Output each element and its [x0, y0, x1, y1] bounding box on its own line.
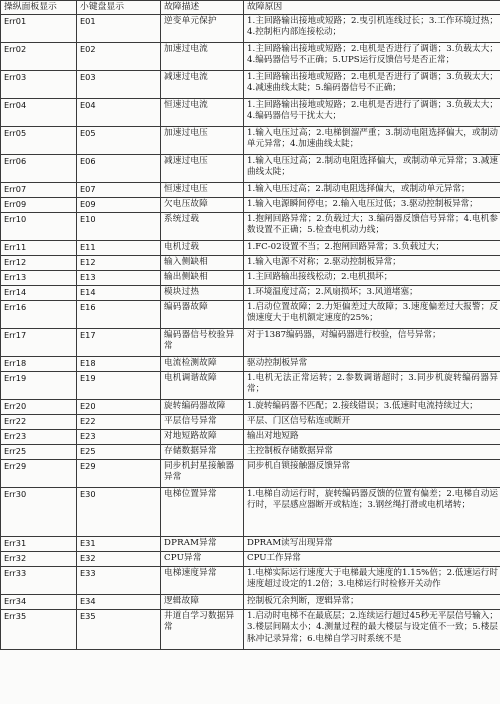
table-row [1, 372, 500, 400]
keypad-code-cell: E10 [77, 213, 161, 241]
table-row [1, 415, 500, 430]
fault-cause-cell: 1.旋转编码器不匹配；2.接线错误；3.低速时电流持续过大； [244, 400, 500, 415]
fault-cause-cell: 1.启动时电梯不在最底层；2.连续运行超过45秒无平层信号输入；3.楼层间隔太小；4.测量过程的最大楼层与设定值不一致；5.楼层脉冲记录异常；6.电梯自学习时系统不是 [244, 610, 500, 650]
panel-code-cell: Err17 [1, 329, 77, 357]
fault-cause-cell: 1.输入电压过高；2.制动电阻选择偏大，或制动单元异常； [244, 183, 500, 198]
fault-description-cell: 恒速过电压 [161, 183, 244, 198]
table-row [1, 488, 500, 537]
keypad-code-cell: E04 [77, 99, 161, 127]
table-row [1, 99, 500, 127]
keypad-code-cell: E09 [77, 198, 161, 213]
keypad-code-cell: E22 [77, 415, 161, 430]
fault-cause-cell: 1.环境温度过高；2.风扇损坏；3.风道堵塞； [244, 286, 500, 301]
keypad-code-cell: E16 [77, 301, 161, 329]
fault-cause-cell: 1.电梯实际运行速度大于电梯最大速度的1.15%倍；2.低速运行时速度超过设定的1.2倍；3.电梯运行时检修开关动作 [244, 567, 500, 595]
panel-code-cell: Err20 [1, 400, 77, 415]
table-row [1, 430, 500, 445]
fault-cause-cell: 平层、门区信号粘连或断开 [244, 415, 500, 430]
panel-code-cell: Err01 [1, 15, 77, 43]
fault-description-cell: 电流检测故障 [161, 357, 244, 372]
panel-code-cell: Err07 [1, 183, 77, 198]
panel-code-cell: Err22 [1, 415, 77, 430]
fault-description-cell: 电梯位置异常 [161, 488, 244, 537]
table-row [1, 445, 500, 460]
table-row [1, 155, 500, 183]
panel-code-cell: Err23 [1, 430, 77, 445]
fault-cause-cell: 控制板冗余判断，逻辑异常； [244, 595, 500, 610]
table-row [1, 198, 500, 213]
keypad-code-cell: E32 [77, 552, 161, 567]
fault-cause-cell: 对于1387编码器，对编码器进行校验，信号异常； [244, 329, 500, 357]
fault-cause-cell: DPRAM读写出现异常 [244, 537, 500, 552]
fault-description-cell: 存储数据异常 [161, 445, 244, 460]
fault-description-cell: 电梯速度异常 [161, 567, 244, 595]
panel-code-cell: Err14 [1, 286, 77, 301]
panel-code-cell: Err18 [1, 357, 77, 372]
panel-code-cell: Err02 [1, 43, 77, 71]
fault-description-cell: 对地短路故障 [161, 430, 244, 445]
table-row [1, 357, 500, 372]
fault-description-cell: 逻辑故障 [161, 595, 244, 610]
fault-description-cell: 编码器信号校验异常 [161, 329, 244, 357]
panel-code-cell: Err04 [1, 99, 77, 127]
table-row [1, 71, 500, 99]
keypad-code-cell: E31 [77, 537, 161, 552]
panel-code-cell: Err09 [1, 198, 77, 213]
keypad-code-cell: E02 [77, 43, 161, 71]
keypad-code-cell: E23 [77, 430, 161, 445]
header-keypad-display: 小键盘显示 [77, 1, 161, 15]
keypad-code-cell: E01 [77, 15, 161, 43]
keypad-code-cell: E25 [77, 445, 161, 460]
fault-cause-cell: 1.主回路输出接线松动；2.电机损坏； [244, 271, 500, 286]
panel-code-cell: Err29 [1, 460, 77, 488]
fault-cause-cell: 1.输入电压过高；2.电梯倒溜严重；3.制动电阻选择偏大，或制动单元异常；4.加速曲线太陡； [244, 127, 500, 155]
fault-description-cell: DPRAM异常 [161, 537, 244, 552]
keypad-code-cell: E20 [77, 400, 161, 415]
fault-description-cell: 井道自学习数据异常 [161, 610, 244, 650]
keypad-code-cell: E35 [77, 610, 161, 650]
panel-code-cell: Err13 [1, 271, 77, 286]
table-row [1, 301, 500, 329]
fault-description-cell: 旋转编码器故障 [161, 400, 244, 415]
header-fault-description: 故障描述 [161, 1, 244, 15]
panel-code-cell: Err10 [1, 213, 77, 241]
fault-description-cell: CPU异常 [161, 552, 244, 567]
fault-cause-cell: 1.主回路输出接地或短路；2.曳引机连线过长；3.工作环境过热；4.控制柜内部连接松动； [244, 15, 500, 43]
panel-code-cell: Err03 [1, 71, 77, 99]
keypad-code-cell: E03 [77, 71, 161, 99]
fault-cause-cell: 同步机自锁接触器反馈异常 [244, 460, 500, 488]
keypad-code-cell: E33 [77, 567, 161, 595]
panel-code-cell: Err12 [1, 256, 77, 271]
keypad-code-cell: E19 [77, 372, 161, 400]
keypad-code-cell: E18 [77, 357, 161, 372]
table-row [1, 329, 500, 357]
table-row [1, 595, 500, 610]
table-row [1, 271, 500, 286]
table-row [1, 286, 500, 301]
panel-code-cell: Err35 [1, 610, 77, 650]
fault-cause-cell: 驱动控制板异常 [244, 357, 500, 372]
fault-description-cell: 加速过电流 [161, 43, 244, 71]
panel-code-cell: Err33 [1, 567, 77, 595]
table-row [1, 400, 500, 415]
fault-cause-cell: 1.FC-02设置不当；2.抱闸回路异常；3.负载过大； [244, 241, 500, 256]
panel-code-cell: Err32 [1, 552, 77, 567]
fault-description-cell: 输入侧缺相 [161, 256, 244, 271]
table-row [1, 552, 500, 567]
fault-description-cell: 电机过载 [161, 241, 244, 256]
fault-description-cell: 恒速过电流 [161, 99, 244, 127]
table-body [1, 15, 500, 650]
keypad-code-cell: E06 [77, 155, 161, 183]
fault-cause-cell: 1.输入电源不对称；2.驱动控制板异常； [244, 256, 500, 271]
keypad-code-cell: E07 [77, 183, 161, 198]
fault-cause-cell: 1.电机无法正常运转；2.参数调谐超时；3.同步机旋转编码器异常； [244, 372, 500, 400]
fault-description-cell: 逆变单元保护 [161, 15, 244, 43]
panel-code-cell: Err16 [1, 301, 77, 329]
panel-code-cell: Err30 [1, 488, 77, 537]
table-row [1, 256, 500, 271]
fault-cause-cell: 1.主回路输出接地或短路；2.电机是否进行了调谐；3.负载太大；4.编码器信号干扰太大； [244, 99, 500, 127]
fault-cause-cell: 1.输入电压过高；2.制动电阻选择偏大，或制动单元异常；3.减速曲线太陡； [244, 155, 500, 183]
table-row [1, 183, 500, 198]
fault-description-cell: 输出侧缺相 [161, 271, 244, 286]
keypad-code-cell: E13 [77, 271, 161, 286]
header-panel-display: 操纵面板显示 [1, 1, 77, 15]
table-row [1, 567, 500, 595]
table-row [1, 610, 500, 650]
panel-code-cell: Err05 [1, 127, 77, 155]
keypad-code-cell: E12 [77, 256, 161, 271]
fault-description-cell: 同步机封星接触器异常 [161, 460, 244, 488]
table-row [1, 15, 500, 43]
panel-code-cell: Err06 [1, 155, 77, 183]
fault-cause-cell: 1.输入电源瞬间停电；2.输入电压过低；3.驱动控制板异常； [244, 198, 500, 213]
table-row [1, 213, 500, 241]
panel-code-cell: Err19 [1, 372, 77, 400]
table-row [1, 241, 500, 256]
fault-description-cell: 减速过电流 [161, 71, 244, 99]
keypad-code-cell: E29 [77, 460, 161, 488]
table-row [1, 43, 500, 71]
fault-description-cell: 减速过电压 [161, 155, 244, 183]
fault-description-cell: 平层信号异常 [161, 415, 244, 430]
panel-code-cell: Err34 [1, 595, 77, 610]
fault-cause-cell: 1.抱闸回路异常；2.负载过大；3.编码器反馈信号异常；4.电机参数设置不正确；5.检查电机动力线； [244, 213, 500, 241]
table-row [1, 537, 500, 552]
header-fault-cause: 故障原因 [244, 1, 500, 15]
fault-cause-cell: 1.主回路输出接地或短路；2.电机是否进行了调谐；3.负载太大；4.减速曲线太陡；5.编码器信号不正确； [244, 71, 500, 99]
keypad-code-cell: E14 [77, 286, 161, 301]
keypad-code-cell: E05 [77, 127, 161, 155]
table-header-row [1, 1, 500, 15]
keypad-code-cell: E17 [77, 329, 161, 357]
panel-code-cell: Err11 [1, 241, 77, 256]
fault-cause-cell: 1.电梯自动运行时，旋转编码器反馈的位置有偏差；2.电梯自动运行时，平层感应器断开或粘连；3.钢丝绳打滑或电机堵转； [244, 488, 500, 537]
fault-description-cell: 电机调谐故障 [161, 372, 244, 400]
fault-description-cell: 加速过电压 [161, 127, 244, 155]
panel-code-cell: Err31 [1, 537, 77, 552]
fault-description-cell: 模块过热 [161, 286, 244, 301]
fault-description-cell: 系统过载 [161, 213, 244, 241]
table-row [1, 127, 500, 155]
fault-description-cell: 编码器故障 [161, 301, 244, 329]
fault-cause-cell: 1.启动位置故障；2.力矩偏差过大故障；3.速度偏差过大报警；反馈速度大于电机额定速度的25%； [244, 301, 500, 329]
fault-cause-cell: 主控制板存储数据异常 [244, 445, 500, 460]
fault-cause-cell: 1.主回路输出接地或短路；2.电机是否进行了调谐；3.负载太大；4.编码器信号不正确；5.UPS运行反馈信号是否正常； [244, 43, 500, 71]
keypad-code-cell: E34 [77, 595, 161, 610]
fault-cause-cell: 输出对地短路 [244, 430, 500, 445]
fault-description-cell: 欠电压故障 [161, 198, 244, 213]
keypad-code-cell: E11 [77, 241, 161, 256]
keypad-code-cell: E30 [77, 488, 161, 537]
table-row [1, 460, 500, 488]
panel-code-cell: Err25 [1, 445, 77, 460]
fault-cause-cell: CPU工作异常 [244, 552, 500, 567]
